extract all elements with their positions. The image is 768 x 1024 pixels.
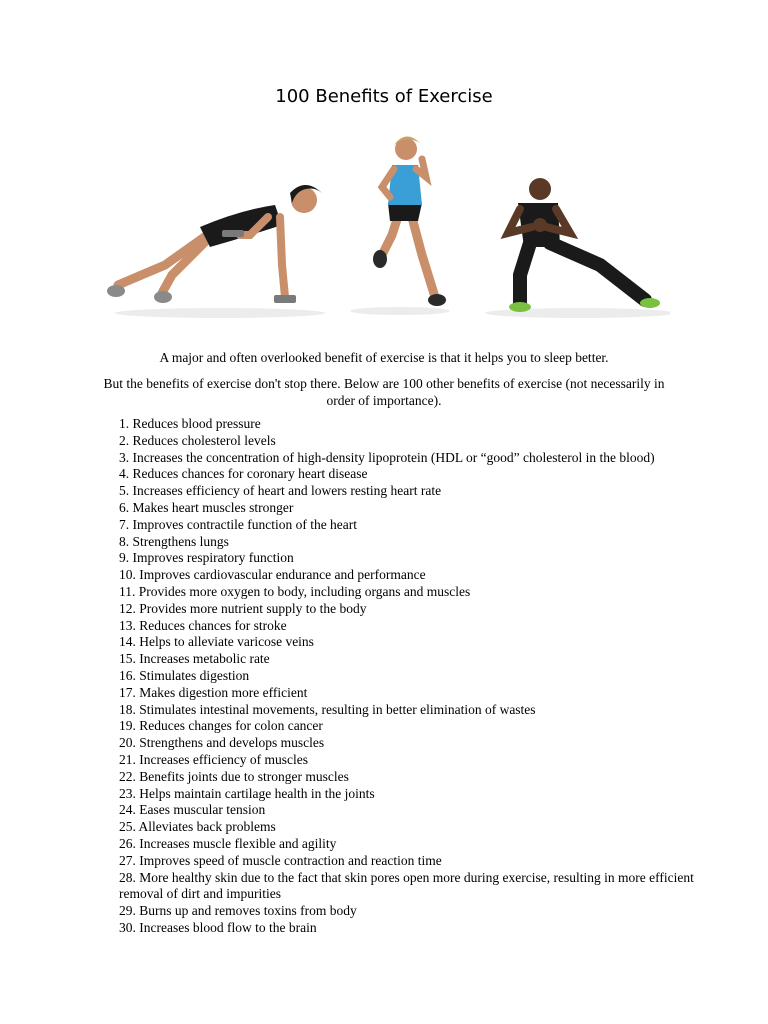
list-item: 9. Improves respiratory function	[119, 550, 294, 566]
list-item: 3. Increases the concentration of high-density lipoprotein (HDL or “good” cholesterol in the blood)	[119, 449, 655, 465]
woman-running-figure	[373, 136, 446, 306]
list-item: 28. More healthy skin due to the fact that skin pores open more during exercise, resulting in more efficient removal of dirt and impurities	[119, 869, 694, 902]
list-item: 19. Reduces changes for colon cancer	[119, 718, 323, 734]
list-item: 4. Reduces chances for coronary heart disease	[119, 466, 368, 482]
list-item: 17. Makes digestion more efficient	[119, 684, 308, 700]
page-title: 100 Benefits of Exercise	[275, 86, 493, 107]
list-item: 25. Alleviates back problems	[119, 819, 276, 835]
floor-shadows	[115, 307, 670, 318]
list-item: 27. Improves speed of muscle contraction and reaction time	[119, 852, 442, 868]
intro-more-paragraph: But the benefits of exercise don't stop there. Below are 100 other benefits of exercise (not necessarily in order of importance).	[103, 376, 665, 408]
list-item: 13. Reduces chances for stroke	[119, 617, 287, 633]
list-item: 15. Increases metabolic rate	[119, 651, 270, 667]
list-item: 22. Benefits joints due to stronger muscles	[119, 768, 349, 784]
list-item: 21. Increases efficiency of muscles	[119, 751, 309, 767]
list-item: 1. Reduces blood pressure	[119, 416, 261, 431]
list-item: 10. Improves cardiovascular endurance and performance	[119, 567, 426, 583]
list-item: 23. Helps maintain cartilage health in the joints	[119, 785, 375, 801]
list-item: 2. Reduces cholesterol levels	[119, 432, 276, 448]
list-item: 30. Increases blood flow to the brain	[119, 919, 317, 935]
list-item: 29. Burns up and removes toxins from body	[119, 903, 357, 919]
list-item: 12. Provides more nutrient supply to the body	[119, 600, 367, 616]
list-item: 26. Increases muscle flexible and agility	[119, 835, 337, 851]
exercise-figures-illustration	[100, 125, 670, 325]
benefits-list	[119, 416, 699, 937]
list-item: 16. Stimulates digestion	[119, 667, 250, 683]
list-item: 7. Improves contractile function of the heart	[119, 516, 358, 532]
list-item: 20. Strengthens and develops muscles	[119, 735, 325, 751]
list-item: 6. Makes heart muscles stronger	[119, 499, 294, 515]
list-item: 5. Increases efficiency of heart and lowers resting heart rate	[119, 483, 442, 499]
woman-plank-row-figure	[107, 185, 322, 303]
list-item: 11. Provides more oxygen to body, including organs and muscles	[119, 583, 471, 599]
man-side-lunge-figure	[508, 178, 660, 312]
list-item: 18. Stimulates intestinal movements, resulting in better elimination of wastes	[119, 701, 536, 717]
list-item: 14. Helps to alleviate varicose veins	[119, 634, 314, 650]
list-item: 24. Eases muscular tension	[119, 802, 266, 818]
list-item: 8. Strengthens lungs	[119, 533, 229, 549]
intro-sleep-paragraph: A major and often overlooked benefit of exercise is that it helps you to sleep better.	[159, 350, 609, 365]
